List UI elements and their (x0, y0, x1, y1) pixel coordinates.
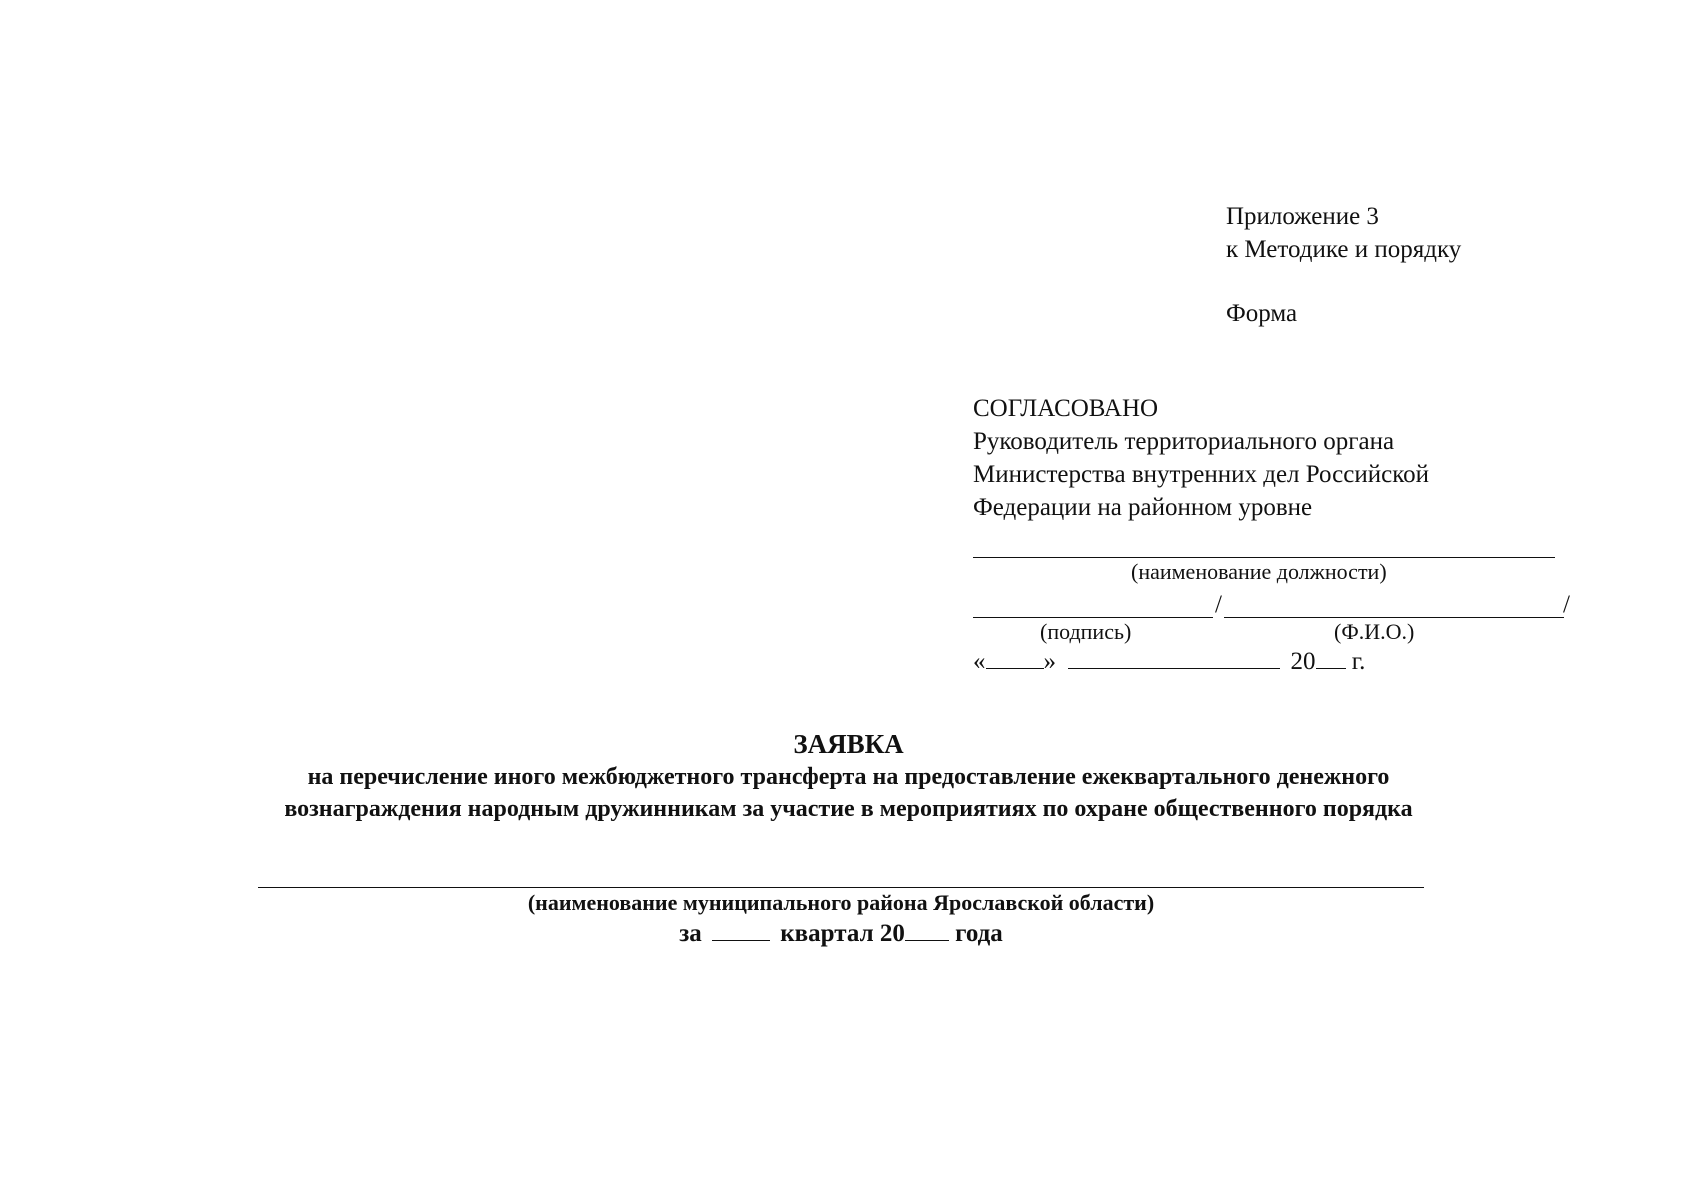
municipal-blank-line (258, 887, 1424, 888)
approval-date-line (973, 646, 1365, 678)
fio-blank-line (1224, 617, 1564, 618)
approval-line-1: Руководитель территориального органа (973, 428, 1395, 455)
signature-blank-line (973, 617, 1213, 618)
quarter-suffix: года (955, 920, 1003, 947)
approval-line-2: Министерства внутренних дел Российской (973, 461, 1429, 488)
quarter-year-blank (905, 918, 949, 941)
municipal-caption: (наименование муниципального района Ярославской области) (527, 890, 1155, 915)
request-subtitle-line-2: вознаграждения народным дружинникам за участие в мероприятиях по охране общественного порядка (284, 796, 1413, 822)
approval-block (973, 392, 1573, 524)
year-blank (1316, 646, 1346, 669)
fio-end-slash: / (1563, 591, 1570, 618)
month-blank (1068, 646, 1280, 669)
year-suffix: г. (1351, 648, 1366, 675)
date-close-quote: » (1043, 648, 1056, 675)
quarter-prefix: за (679, 920, 702, 947)
approval-heading: СОГЛАСОВАНО (973, 395, 1159, 422)
appendix-reference: к Методике и порядку (1226, 236, 1462, 263)
form-label: Форма (1226, 300, 1298, 327)
signature-separator-slash: / (1215, 591, 1222, 618)
approval-line-3: Федерации на районном уровне (973, 494, 1313, 521)
position-blank-line (973, 557, 1555, 558)
appendix-block (1226, 200, 1461, 330)
fio-caption: (Ф.И.О.) (1334, 619, 1415, 644)
appendix-number: Приложение 3 (1226, 203, 1379, 230)
quarter-line (258, 918, 1424, 950)
request-title-block (150, 727, 1547, 825)
date-open-quote: « (973, 648, 986, 675)
signature-caption: (подпись) (1040, 619, 1132, 644)
request-subtitle-line-1: на перечисление иного межбюджетного трансферта на предоставление ежеквартального денежного (307, 764, 1390, 790)
quarter-middle: квартал 20 (780, 920, 905, 947)
request-title: ЗАЯВКА (793, 729, 904, 759)
position-caption: (наименование должности) (1131, 559, 1387, 584)
day-blank (986, 646, 1044, 669)
year-prefix: 20 (1290, 648, 1316, 675)
quarter-blank (712, 918, 770, 941)
